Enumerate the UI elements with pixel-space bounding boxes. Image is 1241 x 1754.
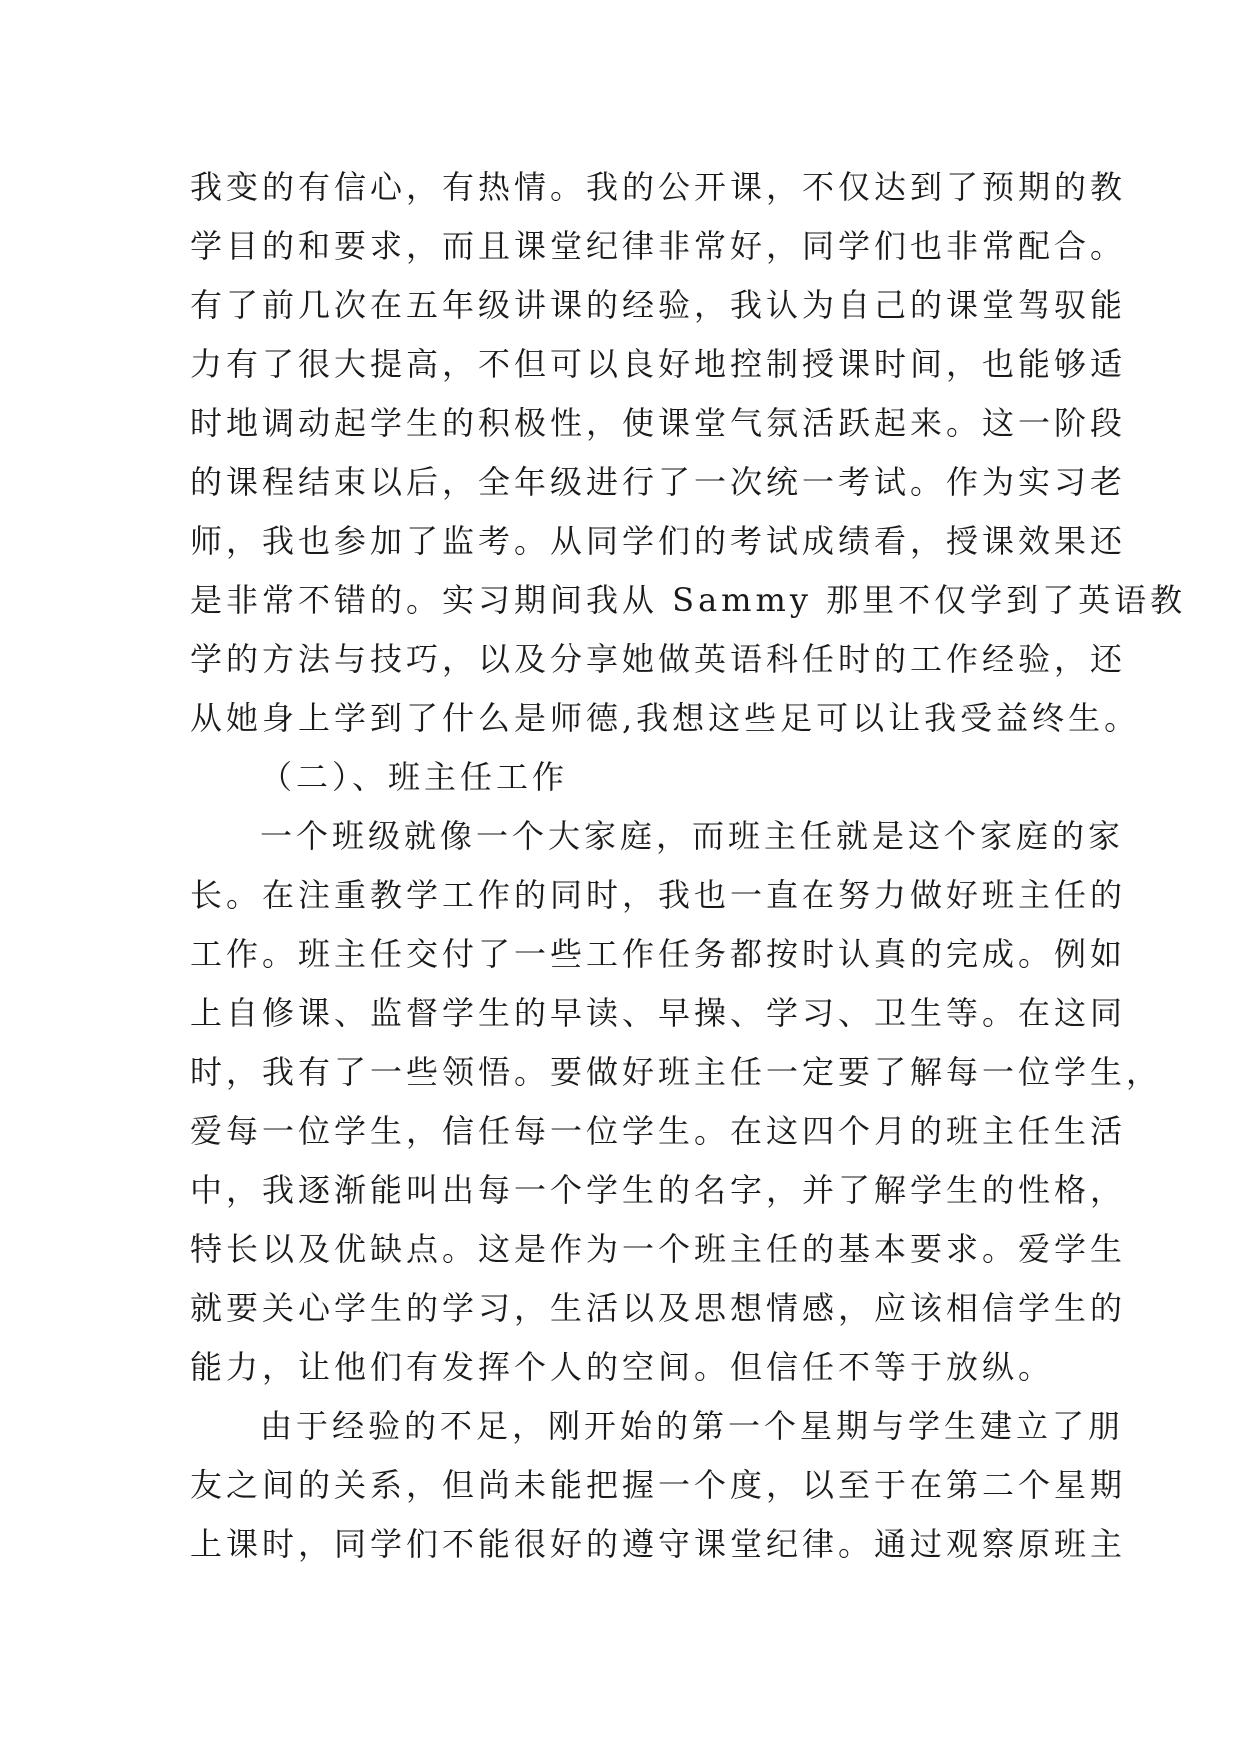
text-line: 我变的有信心，有热情。我的公开课，不仅达到了预期的教 bbox=[190, 168, 1127, 206]
text-line: 时，我有了一些领悟。要做好班主任一定要了解每一位学生， bbox=[190, 1053, 1163, 1091]
text-line: 特长以及优缺点。这是作为一个班主任的基本要求。爱学生 bbox=[190, 1230, 1127, 1268]
text-line: 上自修课、监督学生的早读、早操、学习、卫生等。在这同 bbox=[190, 994, 1127, 1032]
text-line: 上课时，同学们不能很好的遵守课堂纪律。通过观察原班主 bbox=[190, 1525, 1127, 1563]
text-line: 友之间的关系，但尚未能把握一个度，以至于在第二个星期 bbox=[190, 1466, 1127, 1504]
text-line: 是非常不错的。实习期间我从 Sammy 那里不仅学到了英语教 bbox=[190, 581, 1187, 619]
text-line: 中，我逐渐能叫出每一个学生的名字，并了解学生的性格， bbox=[190, 1171, 1127, 1209]
document-body bbox=[190, 158, 1187, 1574]
text-line: 长。在注重教学工作的同时，我也一直在努力做好班主任的 bbox=[190, 876, 1127, 914]
text-line: 学目的和要求，而且课堂纪律非常好，同学们也非常配合。 bbox=[190, 227, 1127, 265]
text-line: 由于经验的不足，刚开始的第一个星期与学生建立了朋 bbox=[260, 1407, 1125, 1445]
text-line: 能力，让他们有发挥个人的空间。但信任不等于放纵。 bbox=[190, 1348, 1055, 1386]
text-line: 力有了很大提高，不但可以良好地控制授课时间，也能够适 bbox=[190, 345, 1127, 383]
text-line: 学的方法与技巧，以及分享她做英语科任时的工作经验，还 bbox=[190, 640, 1127, 678]
text-line: 从她身上学到了什么是师德,我想这些足可以让我受益终生。 bbox=[190, 699, 1141, 737]
text-line: 一个班级就像一个大家庭，而班主任就是这个家庭的家 bbox=[260, 817, 1125, 855]
text-line: 有了前几次在五年级讲课的经验，我认为自己的课堂驾驭能 bbox=[190, 286, 1127, 324]
text-line: 时地调动起学生的积极性，使课堂气氛活跃起来。这一阶段 bbox=[190, 404, 1127, 442]
text-line: （二）、班主任工作 bbox=[260, 758, 569, 796]
text-line: 工作。班主任交付了一些工作任务都按时认真的完成。例如 bbox=[190, 935, 1127, 973]
text-line: 就要关心学生的学习，生活以及思想情感，应该相信学生的 bbox=[190, 1289, 1127, 1327]
text-line: 爱每一位学生，信任每一位学生。在这四个月的班主任生活 bbox=[190, 1112, 1127, 1150]
text-line: 师，我也参加了监考。从同学们的考试成绩看，授课效果还 bbox=[190, 522, 1127, 560]
text-line: 的课程结束以后，全年级进行了一次统一考试。作为实习老 bbox=[190, 463, 1127, 501]
